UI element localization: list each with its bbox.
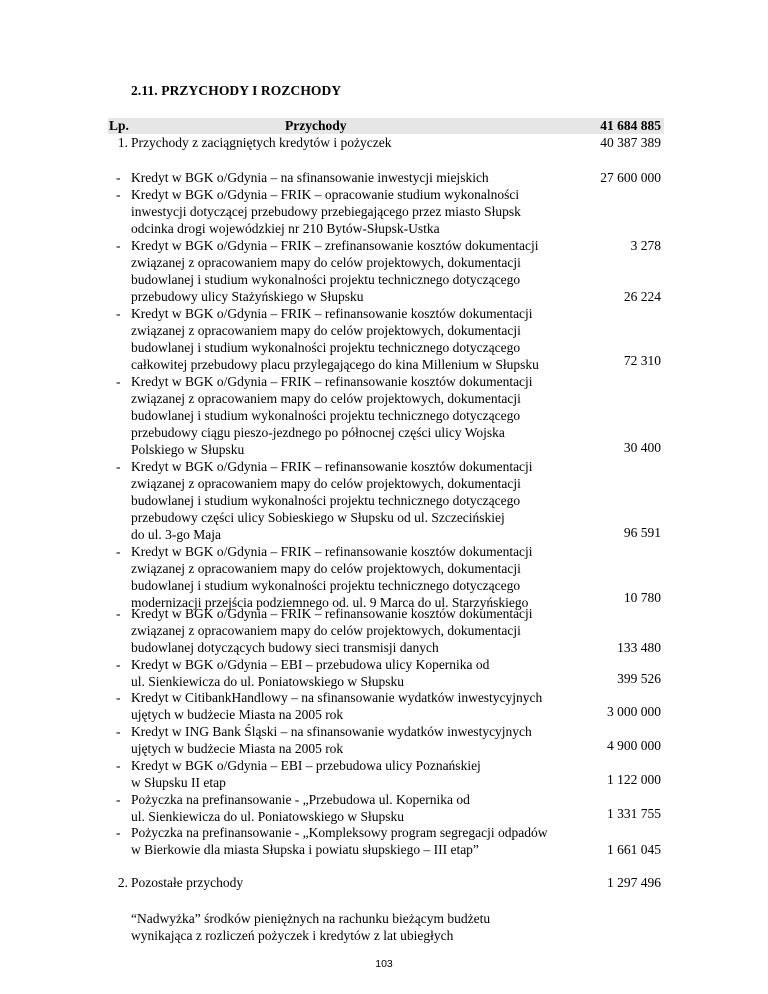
row-description: Kredyt w BGK o/Gdynia – FRIK – refinansowanie kosztów dokumentacji związanej z opracowaniem mapy do celów projektowych, dokumentacji budowlanej i studium wykonalności projektu technicznego dotyczącego całkowitej przebudowy placu przylegającego do kina Millenium w Słupsku [131,306,539,372]
row-bullet: - [116,544,121,559]
row-description: Kredyt w BGK o/Gdynia – FRIK – zrefinansowanie kosztów dokumentacji związanej z opracowaniem mapy do celów projektowych, dokumentacji budowlanej i studium wykonalności projektu technicznego dotyczącego przebudowy ulicy Stażyńskiego w Słupsku [131,238,539,304]
row-bullet: - [116,170,121,185]
row-description: Kredyt w BGK o/Gdynia – na sfinansowanie inwestycji miejskich [131,170,489,185]
row-bullet: - [116,758,121,773]
row-amount: 26 224 [623,289,661,304]
row-bullet: - [116,724,121,739]
row-description: Kredyt w BGK o/Gdynia – EBI – przebudowa ulicy Poznańskiej w Słupsku II etap [131,758,481,790]
row-amount: 4 900 000 [607,738,661,753]
row-description: Kredyt w BGK o/Gdynia – FRIK – refinansowanie kosztów dokumentacji związanej z opracowaniem mapy do celów projektowych, dokumentacji budowlanej i studium wykonalności projektu technicznego dotyczącego przebudowy ciągu pieszo-jezdnego po północnej części ulicy Wojska Polskiego w Słupsku [131,374,533,457]
row-amount: 27 600 000 [600,170,661,185]
row-number: 2. [117,875,128,890]
row-description: Przychody z zaciągniętych kredytów i pożyczek [131,135,392,150]
row-amount: 30 400 [623,440,661,455]
row-amount: 10 780 [623,590,661,605]
row-amount: 3 278 [630,238,661,253]
surplus-note: “Nadwyżka” środków pieniężnych na rachunku bieżącym budżetu wynikająca z rozliczeń pożyczek i kredytów z lat ubiegłych [131,911,491,943]
row-amount: 1 297 496 [607,875,661,890]
row-description: Kredyt w BGK o/Gdynia – FRIK – refinansowanie kosztów dokumentacji związanej z opracowaniem mapy do celów projektowych, dokumentacji budowlanej dotyczących budowy sieci transmisji danych [131,606,533,655]
row-bullet: - [116,238,121,253]
row-amount: 1 122 000 [607,772,661,787]
row-amount: 1 661 045 [607,842,661,857]
row-description: Pożyczka na prefinansowanie - „Kompleksowy program segregacji odpadów w Bierkowie dla miasta Słupska i powiatu słupskiego – III etap” [131,825,548,857]
row-description: Kredyt w CitibankHandlowy – na sfinansowanie wydatków inwestycyjnych ujętych w budżecie Miasta na 2005 rok [131,690,543,722]
row-number: 1. [117,135,128,150]
header-total: 41 684 885 [600,118,661,133]
row-description: Kredyt w BGK o/Gdynia – FRIK – opracowanie studium wykonalności inwestycji dotyczącej przebudowy przebiegającego przez miasto Słupsk odcinka drogi wojewódzkiej nr 210 Bytów-Słupsk-Ustka [131,187,521,236]
row-bullet: - [116,306,121,321]
row-bullet: - [116,187,121,202]
row-bullet: - [116,825,121,840]
row-bullet: - [116,606,121,621]
row-amount: 399 526 [617,671,661,686]
row-bullet: - [116,657,121,672]
row-amount: 1 331 755 [607,806,661,821]
row-description: Kredyt w BGK o/Gdynia – FRIK – refinansowanie kosztów dokumentacji związanej z opracowaniem mapy do celów projektowych, dokumentacji budowlanej i studium wykonalności projektu technicznego dotyczącego przebudowy części ulicy Sobieskiego w Słupsku od ul. Szczecińskiej do ul. 3-go Maja [131,459,533,542]
row-amount: 40 387 389 [600,135,661,150]
header-lp: Lp. [109,118,129,133]
table-header-band [108,118,664,134]
row-description: Kredyt w BGK o/Gdynia – EBI – przebudowa ulicy Kopernika od ul. Sienkiewicza do ul. Poniatowskiego w Słupsku [131,657,490,689]
row-bullet: - [116,792,121,807]
page-number: 103 [375,958,393,970]
row-bullet: - [116,690,121,705]
header-title: Przychody [285,118,347,133]
row-bullet: - [116,374,121,389]
row-description: Pożyczka na prefinansowanie - „Przebudowa ul. Kopernika od ul. Sienkiewicza do ul. Poniatowskiego w Słupsku [131,792,470,824]
row-description: Kredyt w BGK o/Gdynia – FRIK – refinansowanie kosztów dokumentacji związanej z opracowaniem mapy do celów projektowych, dokumentacji budowlanej i studium wykonalności projektu technicznego dotyczącego modernizacji przejścia podziemnego od. ul. 9 Marca do ul. Starzyńskiego [131,544,533,610]
row-amount: 133 480 [617,640,661,655]
row-amount: 96 591 [623,525,661,540]
row-description: Kredyt w ING Bank Śląski – na sfinansowanie wydatków inwestycyjnych ujętych w budżecie Miasta na 2005 rok [131,724,532,756]
page-title: 2.11. PRZYCHODY I ROZCHODY [131,83,342,98]
row-description: Pozostałe przychody [131,875,244,890]
row-bullet: - [116,459,121,474]
row-amount: 72 310 [623,353,661,368]
row-amount: 3 000 000 [607,704,661,719]
